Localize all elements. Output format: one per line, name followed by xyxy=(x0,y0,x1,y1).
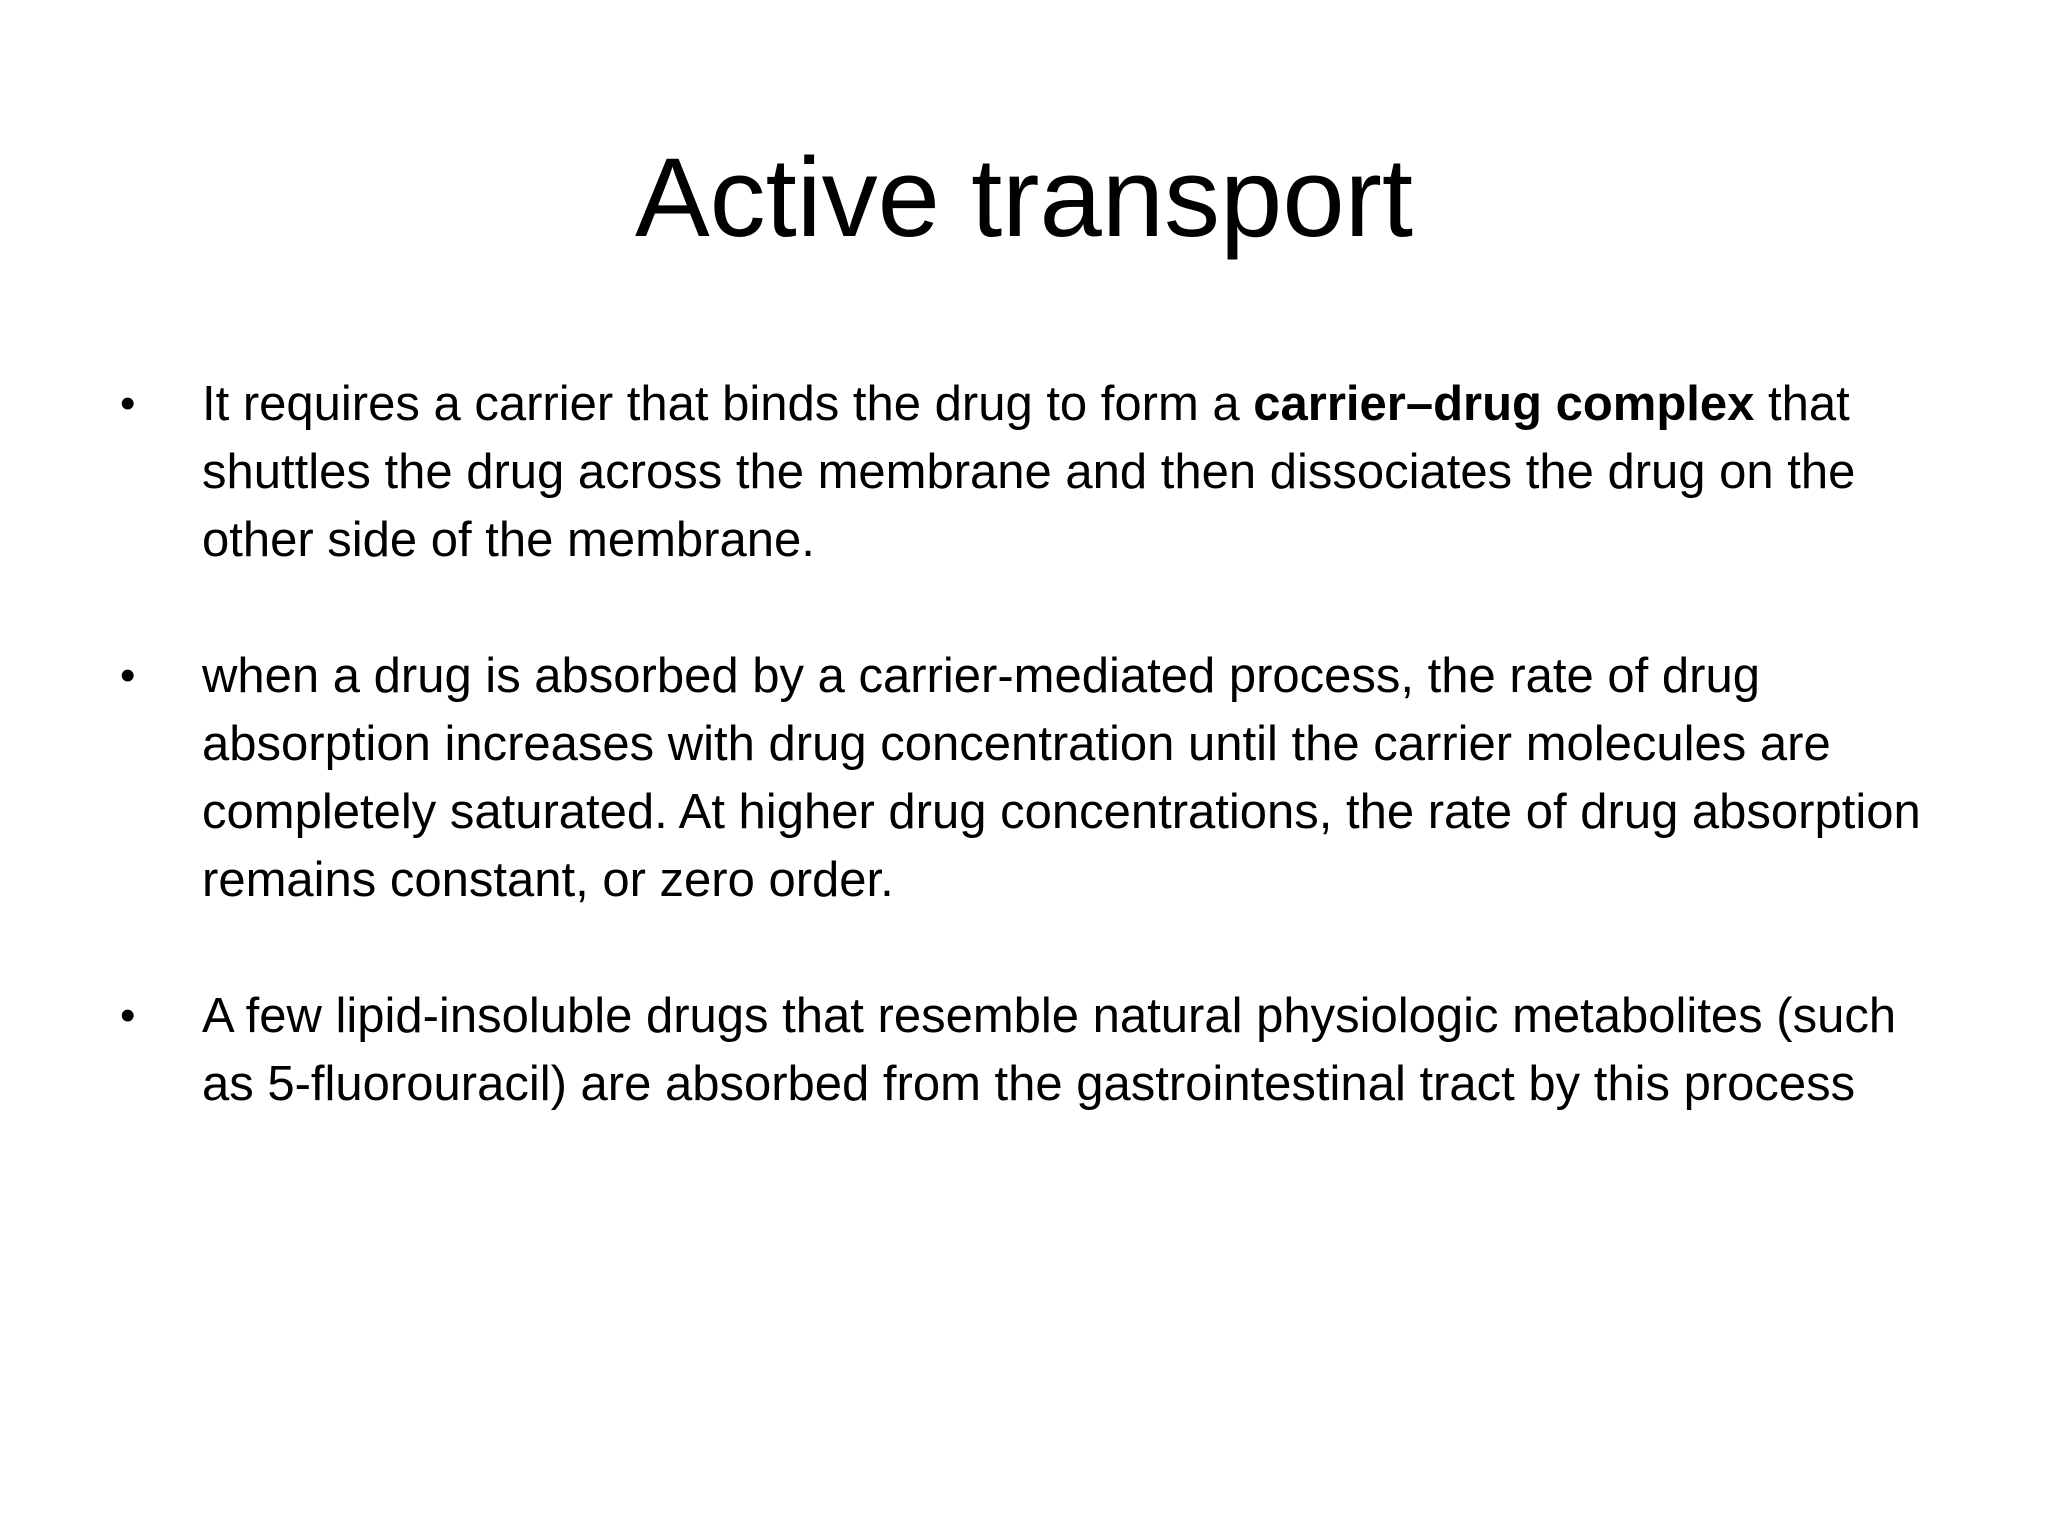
bullet-item-saturation xyxy=(120,642,1940,914)
bullet-icon: • xyxy=(120,991,136,1040)
bullet-icon: • xyxy=(120,379,136,428)
bullet-item-lipid-insoluble xyxy=(120,982,1940,1118)
bullet-bold-term: carrier–drug complex xyxy=(1253,377,1755,431)
slide-title: Active transport xyxy=(634,135,1414,260)
bullet-text xyxy=(202,649,1921,907)
bullet-text xyxy=(202,989,1896,1111)
bullet-text-part: It requires a carrier that binds the drug to form a xyxy=(202,377,1254,431)
bullet-text-part: A few lipid-insoluble drugs that resemble natural physiologic metabolites (such as 5-fluorouracil) are absorbed from the gastrointestinal tract by this process xyxy=(202,989,1897,1111)
bullet-item-carrier-complex xyxy=(120,370,1940,574)
bullet-text-part: that shuttles the drug across the membrane and then dissociates the drug on the other side of the membrane. xyxy=(202,377,1856,567)
bullet-text xyxy=(202,377,1855,567)
bullet-icon: • xyxy=(120,651,136,700)
bullet-list xyxy=(120,370,1940,1186)
bullet-text-part: when a drug is absorbed by a carrier-mediated process, the rate of drug absorption increases with drug concentration until the carrier molecules are completely saturated. At higher drug concentrations, the rate of drug absorption remains constant, or zero order. xyxy=(202,649,1921,907)
